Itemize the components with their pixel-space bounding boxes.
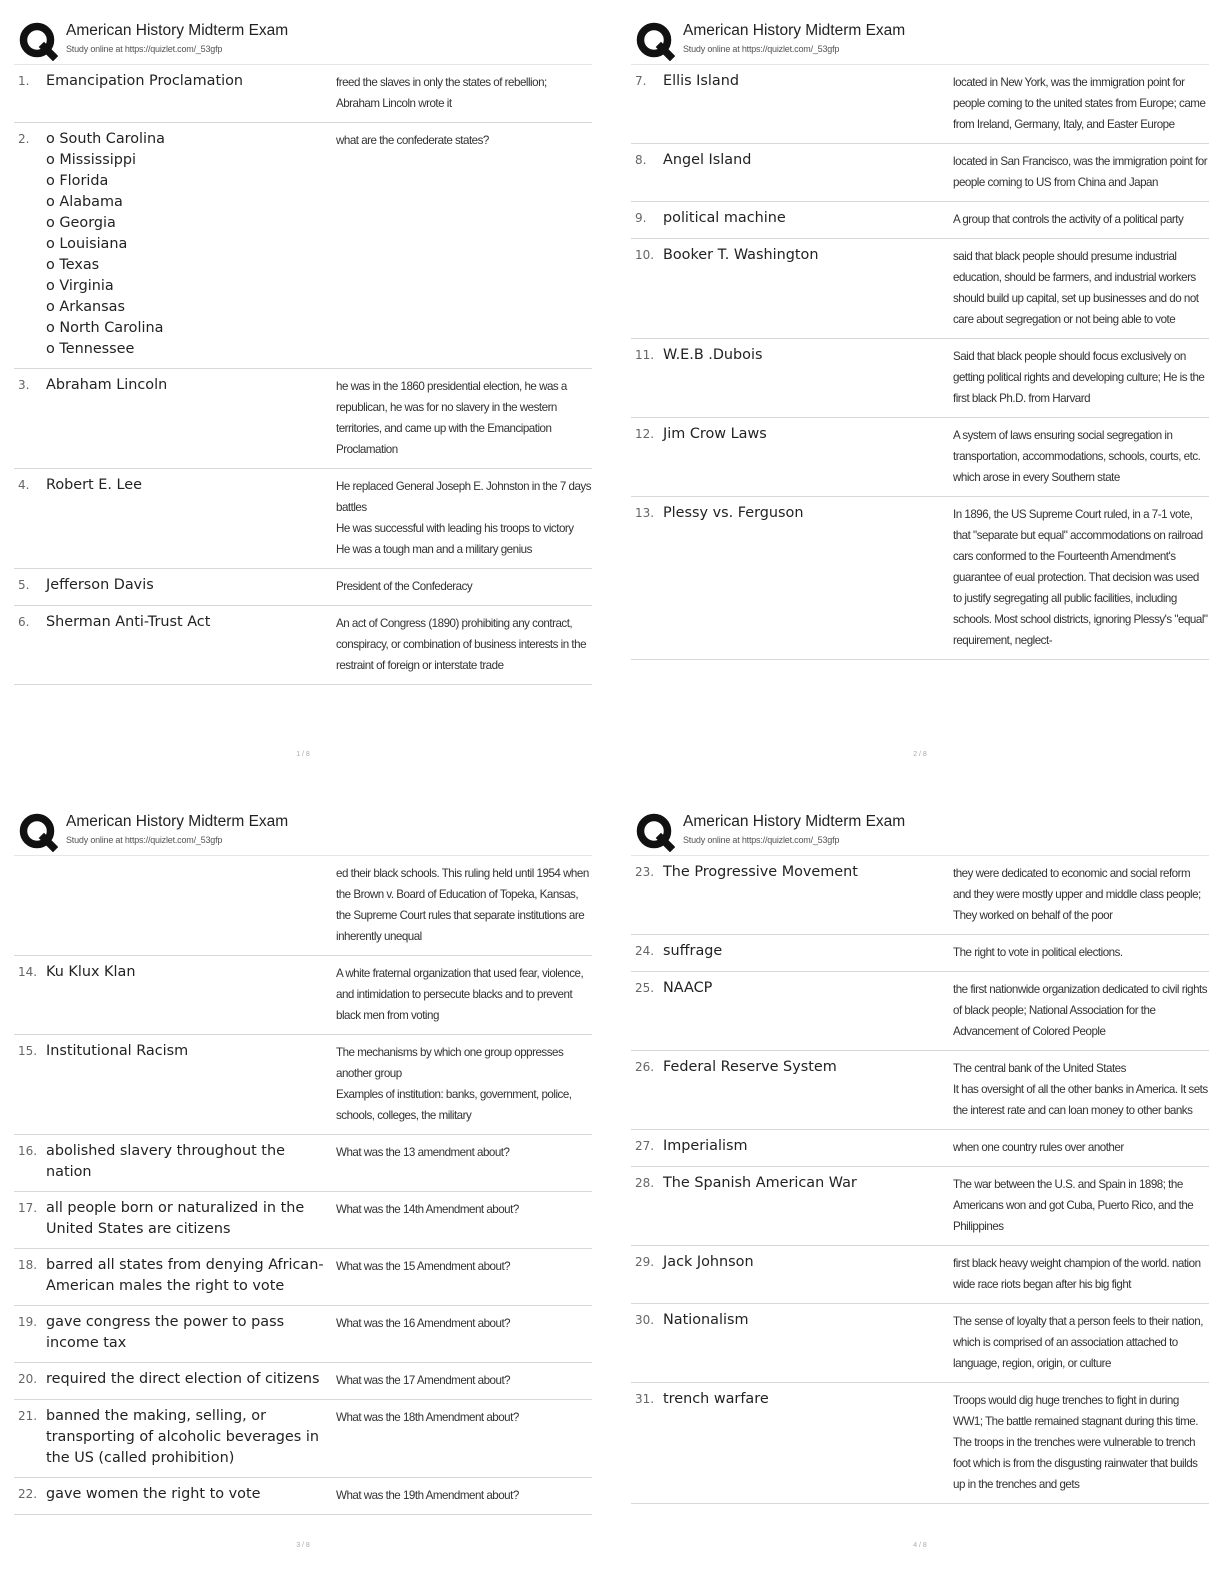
card-definition [336,71,592,114]
card-number: 1. [18,74,30,88]
definition-line: He was a tough man and a military genius [336,543,532,556]
card-definition [336,962,592,1026]
page-header [14,12,592,65]
card-term [663,1057,953,1121]
card-definition [336,1406,592,1469]
definition-line: ed their black schools. This ruling held until 1954 when the Brown v. Board of Education of Topeka, Kansas, the Supreme Court rules that separate institutions are inherently unequal [336,867,589,943]
quizlet-logo-icon [635,21,675,61]
card-term [663,1389,953,1495]
card-number: 15. [18,1044,38,1058]
card-definition [336,1041,592,1126]
card-definition [336,1141,592,1183]
card-number [14,862,46,947]
flashcard-row [14,469,592,569]
card-term [46,1041,336,1126]
card-number: 13. [635,506,655,520]
card-definition [953,1252,1209,1295]
definition-line: The mechanisms by which one group oppresses another group [336,1046,564,1080]
flashcard-row [14,606,592,685]
term-line: trench warfare [663,1391,769,1407]
definition-line: What was the 19th Amendment about? [336,1489,519,1502]
card-number: 2. [18,132,30,146]
card-term [46,1312,336,1354]
term-line: all people born or naturalized in the United States are citizens [46,1200,305,1237]
card-term [46,1484,336,1506]
term-line: Sherman Anti-Trust Act [46,614,211,630]
quizlet-logo-icon [635,812,675,852]
card-term [46,1255,336,1297]
flashcard-row [631,1304,1209,1383]
card-term [663,941,953,963]
card-definition [953,862,1209,926]
definition-line: In 1896, the US Supreme Court ruled, in a 7-1 vote, that "separate but equal" accommodations on railroad cars conformed to the Fourteenth Amendment's guarantee of eual protection. That decision was used to justify segregating all public facilities, including schools. Most school districts, ignoring Plessy's "equal" requirement, neglect- [953,508,1208,647]
flashcard-row [14,65,592,123]
card-term [46,962,336,1026]
definition-line: what are the confederate states? [336,134,489,147]
term-line: political machine [663,210,786,226]
definition-line: located in New York, was the immigration point for people coming to the united states from Europe; came from Ireland, Germany, Italy, and Easter Europe [953,76,1206,131]
card-term [663,345,953,409]
card-definition [953,503,1209,651]
definition-line: What was the 16 Amendment about? [336,1317,511,1330]
definition-line: Troops would dig huge trenches to fight in during WW1; The battle remained stagnant during this time. The troops in the trenches were vulnerable to trench foot which is from the disgusting rainwater that builds up in the trenches and gets [953,1394,1198,1491]
card-term [46,1369,336,1391]
page-4 [631,803,1209,1563]
document-subtitle: Study online at https://quizlet.com/_53gfp [66,835,223,845]
document-subtitle: Study online at https://quizlet.com/_53gfp [683,44,840,54]
flashcard-row [631,1051,1209,1130]
card-number: 24. [635,944,655,958]
flashcard-row [631,1167,1209,1246]
card-definition [953,1173,1209,1237]
document-title: American History Midterm Exam [66,22,289,39]
term-line: Imperialism [663,1138,748,1154]
page-2 [631,12,1209,772]
term-line: o Texas [46,257,100,273]
card-number: 9. [635,211,647,225]
flashcard-row [14,1306,592,1363]
page-number: 3 / 8 [296,1542,310,1549]
page-header [14,803,592,856]
card-number: 20. [18,1372,38,1386]
card-term [46,475,336,560]
term-line: The Spanish American War [663,1175,857,1191]
card-definition [336,375,592,460]
flashcard-row [14,1192,592,1249]
term-line: The Progressive Movement [663,864,858,880]
term-line: o South Carolina [46,131,165,147]
definition-line: The war between the U.S. and Spain in 1898; the Americans won and got Cuba, Puerto Rico, and the Philippines [953,1178,1194,1233]
card-number: 11. [635,348,655,362]
card-definition [953,1136,1209,1158]
definition-line: when one country rules over another [953,1141,1124,1154]
flashcard-row [631,239,1209,339]
card-term [46,1406,336,1469]
term-line: Nationalism [663,1312,749,1328]
definition-line: It has oversight of all the other banks in America. It sets the interest rate and can loan money to other banks [953,1083,1208,1117]
card-definition [336,1255,592,1297]
card-definition [953,245,1209,330]
flashcard-row [14,1400,592,1478]
definition-line: What was the 15 Amendment about? [336,1260,511,1273]
definition-line: What was the 18th Amendment about? [336,1411,519,1424]
card-number: 17. [18,1201,38,1215]
flashcard-row [631,144,1209,202]
card-term [663,208,953,230]
card-number: 18. [18,1258,38,1272]
quizlet-logo-icon [18,21,58,61]
card-number: 21. [18,1409,38,1423]
flashcard-row [14,1249,592,1306]
flashcard-row [631,1246,1209,1304]
card-number: 8. [635,153,647,167]
flashcard-row [631,497,1209,660]
term-line: o North Carolina [46,320,164,336]
term-line: o Louisiana [46,236,128,252]
card-number: 27. [635,1139,655,1153]
card-number: 23. [635,865,655,879]
card-definition [336,1369,592,1391]
card-term [663,1310,953,1374]
term-line: suffrage [663,943,723,959]
term-line: Emancipation Proclamation [46,73,244,89]
term-line: Robert E. Lee [46,477,142,493]
flashcard-row [14,123,592,369]
card-term [46,129,336,360]
card-definition [336,1198,592,1240]
definition-line: An act of Congress (1890) prohibiting any contract, conspiracy, or combination of business interests in the restraint of foreign or interstate trade [336,617,587,672]
card-number: 14. [18,965,38,979]
definition-line: first black heavy weight champion of the world. nation wide race riots began after his big fight [953,1257,1201,1291]
card-term [663,245,953,330]
page-number: 4 / 8 [913,1542,927,1549]
term-line: barred all states from denying African-American males the right to vote [46,1257,324,1294]
definition-line: the first nationwide organization dedicated to civil rights of black people; National Association for the Advancement of Colored People [953,983,1208,1038]
term-line: W.E.B .Dubois [663,347,763,363]
card-definition [953,978,1209,1042]
flashcard-row [631,418,1209,497]
definition-line: located in San Francisco, was the immigration point for people coming to US from China and Japan [953,155,1208,189]
page-1 [14,12,592,772]
term-line: Angel Island [663,152,752,168]
term-line: o Mississippi [46,152,137,168]
flashcard-row [631,339,1209,418]
flashcard-row [14,369,592,469]
definition-line: A white fraternal organization that used fear, violence, and intimidation to persecute blacks and to prevent black men from voting [336,967,584,1022]
page-3 [14,803,592,1563]
flashcard-row [631,1130,1209,1167]
card-number: 4. [18,478,30,492]
card-number: 28. [635,1176,655,1190]
card-term [46,612,336,676]
flashcard-row [14,956,592,1035]
term-line: NAACP [663,980,713,996]
flashcard-row [631,935,1209,972]
card-number: 26. [635,1060,655,1074]
document-title: American History Midterm Exam [683,22,906,39]
definition-line: He was successful with leading his troops to victory [336,522,574,535]
card-number: 29. [635,1255,655,1269]
card-definition [953,208,1209,230]
flashcard-row [631,202,1209,239]
definition-line: Said that black people should focus exclusively on getting political rights and developing culture; He is the first black Ph.D. from Harvard [953,350,1205,405]
term-line: Institutional Racism [46,1043,189,1059]
card-term [663,862,953,926]
term-line: required the direct election of citizens [46,1371,320,1387]
card-definition [953,1057,1209,1121]
document-title: American History Midterm Exam [683,813,906,830]
card-definition [953,345,1209,409]
card-term [46,862,336,863]
flashcard-row [631,856,1209,935]
card-term [46,575,336,597]
card-definition [953,941,1209,963]
term-line: Abraham Lincoln [46,377,168,393]
flashcard-row [14,1363,592,1400]
term-line: o Virginia [46,278,114,294]
definition-line: The central bank of the United States [953,1062,1126,1075]
term-line: Jim Crow Laws [663,426,767,442]
definition-line: What was the 17 Amendment about? [336,1374,511,1387]
term-line: Ellis Island [663,73,739,89]
page-header [631,12,1209,65]
flashcard-row [14,856,592,956]
flashcard-row [631,1383,1209,1504]
term-line: o Florida [46,173,109,189]
card-number: 31. [635,1392,655,1406]
card-number: 3. [18,378,30,392]
page-header [631,803,1209,856]
card-term [46,1198,336,1240]
card-term [663,71,953,135]
flashcard-row [14,1035,592,1135]
card-number: 6. [18,615,30,629]
term-line: Federal Reserve System [663,1059,837,1075]
definition-line: What was the 14th Amendment about? [336,1203,519,1216]
card-number: 12. [635,427,655,441]
card-term [663,978,953,1042]
flashcard-row [631,972,1209,1051]
card-term [663,1252,953,1295]
definition-line: said that black people should presume industrial education, should be farmers, and industrial workers should build up capital, set up businesses and do not care about segregation or not being able to vote [953,250,1199,326]
quizlet-logo-icon [18,812,58,852]
term-line: Booker T. Washington [663,247,819,263]
card-definition [336,575,592,597]
page-number: 1 / 8 [296,751,310,758]
card-number: 7. [635,74,647,88]
card-term [663,503,953,651]
card-definition [336,862,592,947]
term-line: Ku Klux Klan [46,964,136,980]
flashcard-row [14,1478,592,1515]
card-definition [953,1389,1209,1495]
term-line: o Arkansas [46,299,125,315]
card-definition [953,424,1209,488]
term-line: abolished slavery throughout the nation [46,1143,285,1180]
definition-line: He replaced General Joseph E. Johnston in the 7 days battles [336,480,592,514]
card-definition [336,129,592,360]
document-subtitle: Study online at https://quizlet.com/_53gfp [683,835,840,845]
term-line: o Tennessee [46,341,135,357]
card-term [663,1136,953,1158]
card-definition [953,71,1209,135]
definition-line: they were dedicated to economic and social reform and they were mostly upper and middle class people; They worked on behalf of the poor [953,867,1201,922]
card-definition [336,1484,592,1506]
page-number: 2 / 8 [913,751,927,758]
card-definition [336,1312,592,1354]
definition-line: freed the slaves in only the states of rebellion; Abraham Lincoln wrote it [336,76,547,110]
term-line: Jack Johnson [663,1254,754,1270]
term-line: gave congress the power to pass income tax [46,1314,285,1351]
card-definition [953,150,1209,193]
card-term [46,1141,336,1183]
term-line: Plessy vs. Ferguson [663,505,804,521]
definition-line: What was the 13 amendment about? [336,1146,510,1159]
card-number: 30. [635,1313,655,1327]
card-definition [336,475,592,560]
card-term [663,424,953,488]
definition-line: President of the Confederacy [336,580,473,593]
card-number: 25. [635,981,655,995]
flashcard-row [14,1135,592,1192]
card-term [663,1173,953,1237]
card-number: 22. [18,1487,38,1501]
card-number: 5. [18,578,30,592]
card-term [46,71,336,114]
card-term [663,150,953,193]
card-number: 16. [18,1144,38,1158]
flashcard-row [14,569,592,606]
term-line: Jefferson Davis [46,577,154,593]
document-title: American History Midterm Exam [66,813,289,830]
card-term [46,375,336,460]
term-line: o Georgia [46,215,116,231]
term-line: gave women the right to vote [46,1486,261,1502]
definition-line: A system of laws ensuring social segregation in transportation, accommodations, schools, courts, etc. which arose in every Southern state [953,429,1201,484]
term-line: o Alabama [46,194,123,210]
card-definition [336,612,592,676]
card-number: 19. [18,1315,38,1329]
definition-line: he was in the 1860 presidential election, he was a republican, he was for no slavery in the western territories, and came up with the Emancipation Proclamation [336,380,567,456]
flashcard-row [631,65,1209,144]
document-subtitle: Study online at https://quizlet.com/_53gfp [66,44,223,54]
term-line: banned the making, selling, or transporting of alcoholic beverages in the US (called prohibition) [46,1408,319,1466]
definition-line: The sense of loyalty that a person feels to their nation, which is comprised of an association attached to language, region, origin, or culture [953,1315,1203,1370]
card-definition [953,1310,1209,1374]
definition-line: A group that controls the activity of a political party [953,213,1184,226]
card-number: 10. [635,248,655,262]
definition-line: The right to vote in political elections. [953,946,1123,959]
definition-line: Examples of institution: banks, government, police, schools, colleges, the military [336,1088,572,1122]
